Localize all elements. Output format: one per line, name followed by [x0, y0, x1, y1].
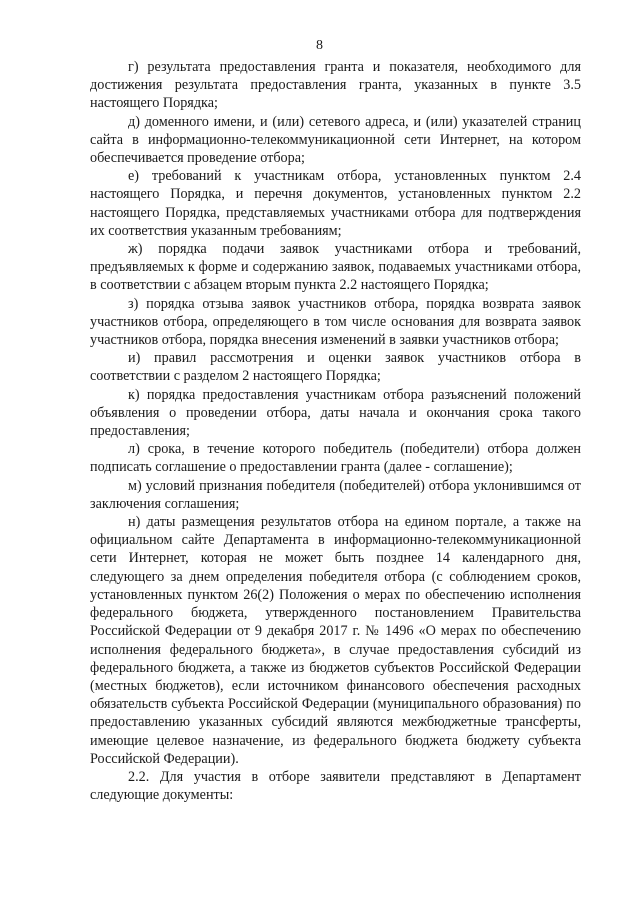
- page-number: 8: [316, 38, 323, 53]
- paragraph-z: з) порядка отзыва заявок участников отбора, порядка возврата заявок участников отбора, определяющего в том числе основания для возврата заявок участников отбора, порядка внесения изменений в заявки участников отбора;: [90, 295, 581, 349]
- paragraph-2-2: 2.2. Для участия в отборе заявители представляют в Департамент следующие документы:: [90, 768, 581, 804]
- paragraph-n: н) даты размещения результатов отбора на едином портале, а также на официальном сайте Департамента в информационно-телекоммуникационной сети Интернет, которая не может быть позднее 14 календарного дня, следующего за днем определения победителя отбора (с соблюдением сроков, установленных пунктом 26(2) Положения о мерах по обеспечению исполнения федерального бюджета, утвержденного постановлением Правительства Российской Федерации от 9 декабря 2017 г. № 1496 «О мерах по обеспечению исполнения федерального бюджета», в случае предоставления субсидий из федерального бюджета, а также из бюджетов субъектов Российской Федерации (местных бюджетов), если источником финансового обеспечения расходных обязательств субъекта Российской Федерации (муниципального образования) по предоставлению указанных субсидий являются межбюджетные трансферты, имеющие целевое назначение, из федерального бюджета бюджету субъекта Российской Федерации).: [90, 514, 581, 767]
- paragraph-g: г) результата предоставления гранта и показателя, необходимого для достижения результата предоставления гранта, указанных в пункте 3.5 настоящего Порядка;: [90, 59, 581, 112]
- document-body: [90, 58, 581, 804]
- paragraph-i: и) правил рассмотрения и оценки заявок участников отбора в соответствии с разделом 2 настоящего Порядка;: [90, 350, 581, 385]
- paragraph-k: к) порядка предоставления участникам отбора разъяснений положений объявления о проведении отбора, даты начала и окончания срока такого предоставления;: [90, 386, 581, 440]
- paragraph-e: е) требований к участникам отбора, установленных пунктом 2.4 настоящего Порядка, и перечня документов, установленных пунктом 2.2 настоящего Порядка, представляемых участниками отбора для подтверждения их соответствия указанным требованиям;: [90, 168, 581, 239]
- paragraph-m: м) условий признания победителя (победителей) отбора уклонившимся от заключения соглашения;: [90, 477, 581, 512]
- paragraph-zh: ж) порядка подачи заявок участниками отбора и требований, предъявляемых к форме и содержанию заявок, подаваемых участниками отбора, в соответствии с абзацем вторым пункта 2.2 настоящего Порядка;: [90, 241, 581, 294]
- paragraph-l: л) срока, в течение которого победитель (победители) отбора должен подписать соглашение о предоставлении гранта (далее - соглашение);: [90, 441, 581, 476]
- paragraph-d: д) доменного имени, и (или) сетевого адреса, и (или) указателей страниц сайта в информационно-телекоммуникационной сети Интернет, на котором обеспечивается проведение отбора;: [90, 113, 581, 167]
